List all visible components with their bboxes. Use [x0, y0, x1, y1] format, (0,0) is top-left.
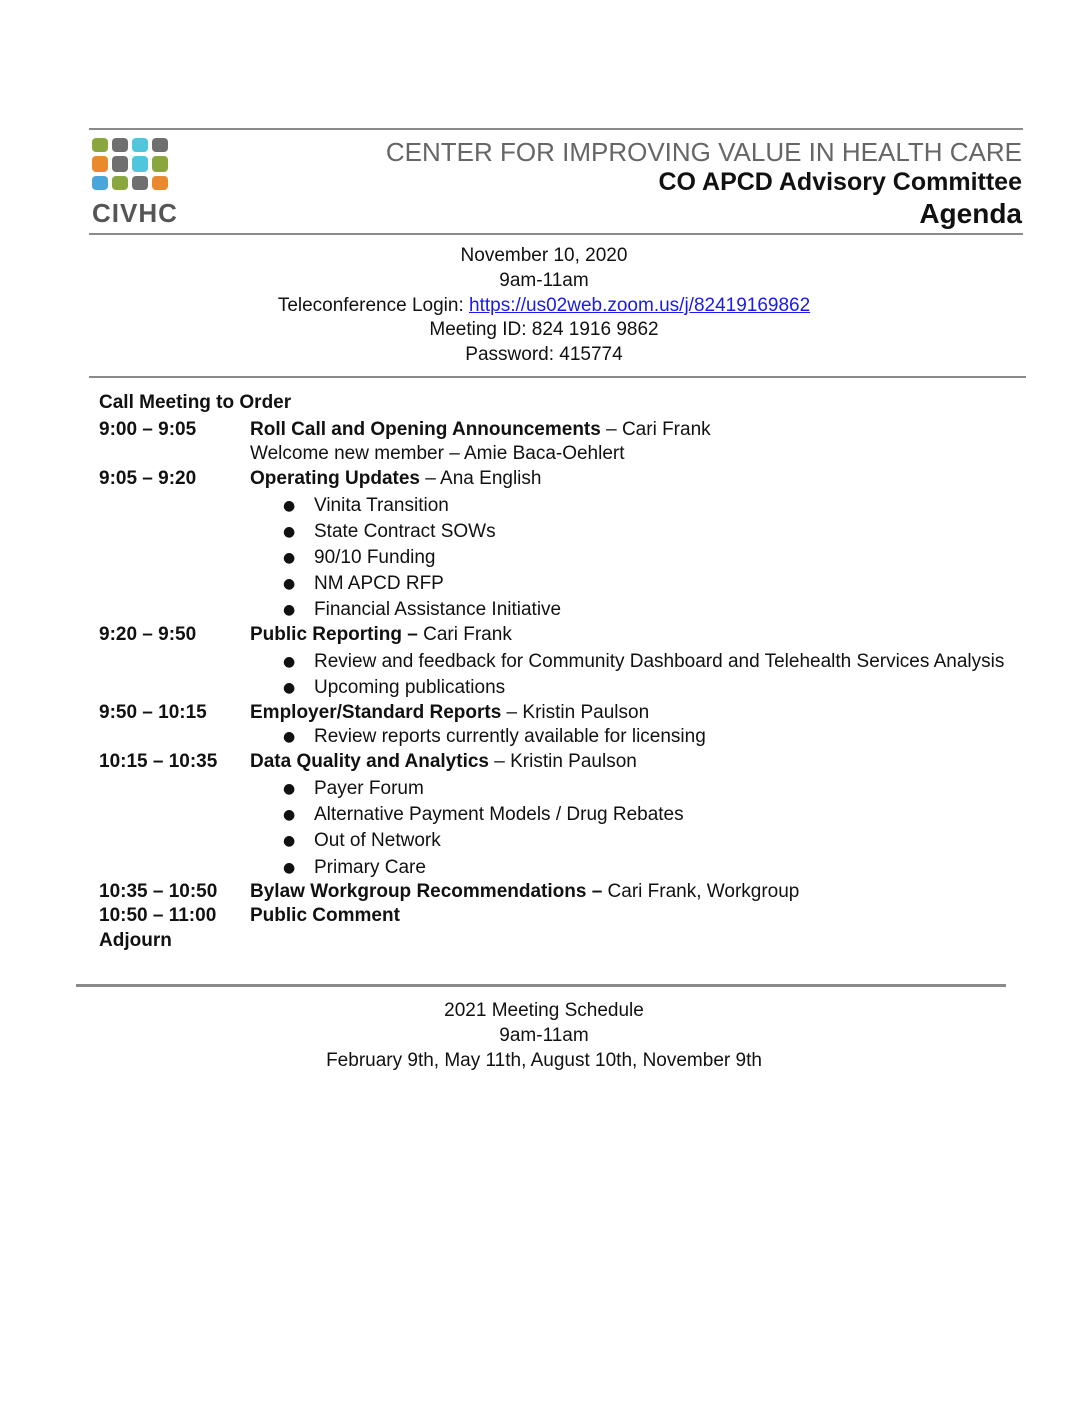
- zoom-link[interactable]: https://us02web.zoom.us/j/82419169862: [469, 295, 811, 316]
- agenda-item-title: Public Reporting –: [250, 624, 418, 645]
- agenda-time: 9:05 – 9:20: [99, 468, 197, 489]
- schedule-dates: February 9th, May 11th, August 10th, November 9th: [326, 1050, 762, 1071]
- agenda-item-title: Bylaw Workgroup Recommendations –: [250, 881, 603, 902]
- agenda-item: [250, 881, 799, 903]
- agenda-time: 10:35 – 10:50: [99, 881, 218, 902]
- committee-name: CO APCD Advisory Committee: [658, 168, 1022, 196]
- agenda-item-sub: Welcome new member – Amie Baca-Oehlert: [250, 443, 625, 464]
- login-label: Teleconference Login:: [277, 295, 469, 316]
- schedule-title: 2021 Meeting Schedule: [444, 1000, 644, 1021]
- agenda-item-presenter: – Cari Frank: [600, 419, 711, 440]
- meeting-password: Password: 415774: [465, 344, 623, 365]
- agenda-time: 9:00 – 9:05: [99, 419, 197, 440]
- bullet-icon: ●: [283, 498, 296, 514]
- bullet-text: Review and feedback for Community Dashboard and Telehealth Services Analysis: [314, 651, 1005, 672]
- agenda-item: [250, 624, 512, 646]
- agenda-item-presenter: Cari Frank: [417, 624, 512, 645]
- bullet-icon: ●: [283, 576, 296, 592]
- bullet-icon: ●: [283, 602, 296, 618]
- document-title: Agenda: [919, 198, 1022, 229]
- bullet-icon: ●: [283, 550, 296, 566]
- bullet-icon: ●: [283, 654, 296, 670]
- agenda-time: 9:50 – 10:15: [99, 702, 207, 723]
- call-to-order: Call Meeting to Order: [99, 392, 292, 413]
- agenda-bottom-rule: [76, 984, 1006, 987]
- agenda-item-title: Data Quality and Analytics: [250, 751, 489, 772]
- agenda-time: 10:50 – 11:00: [99, 905, 217, 926]
- bullet-text: Out of Network: [314, 830, 441, 851]
- adjourn: Adjourn: [99, 930, 172, 951]
- meeting-date: November 10, 2020: [460, 245, 628, 266]
- header-top-rule: [89, 128, 1023, 130]
- logo-text: CIVHC: [92, 198, 178, 228]
- agenda-item-title: Roll Call and Opening Announcements: [250, 419, 601, 440]
- bullet-icon: ●: [283, 781, 296, 797]
- bullet-icon: ●: [283, 807, 296, 823]
- bullet-text: State Contract SOWs: [314, 521, 496, 542]
- agenda-item: [250, 419, 711, 441]
- bullet-text: Financial Assistance Initiative: [314, 599, 562, 620]
- agenda-item-presenter: – Kristin Paulson: [488, 751, 637, 772]
- meeting-time: 9am-11am: [499, 270, 589, 291]
- agenda-item-title: Employer/Standard Reports: [250, 702, 502, 723]
- bullet-text: Vinita Transition: [314, 495, 449, 516]
- bullet-icon: ●: [283, 860, 296, 876]
- agenda-item: [250, 751, 637, 773]
- agenda-time: 10:15 – 10:35: [99, 751, 218, 772]
- teleconference-login: [0, 295, 1088, 317]
- agenda-item-title: Operating Updates: [250, 468, 420, 489]
- bullet-icon: ●: [283, 833, 296, 849]
- agenda-item: [250, 702, 649, 724]
- header-bottom-rule: [89, 233, 1023, 235]
- details-bottom-rule: [89, 376, 1026, 378]
- bullet-text: 90/10 Funding: [314, 547, 436, 568]
- agenda-item: [250, 905, 400, 927]
- agenda-item-presenter: Cari Frank, Workgroup: [602, 881, 800, 902]
- agenda-time: 9:20 – 9:50: [99, 624, 197, 645]
- bullet-icon: ●: [283, 729, 296, 745]
- bullet-icon: ●: [283, 680, 296, 696]
- agenda-item-presenter: – Kristin Paulson: [501, 702, 650, 723]
- meeting-id: Meeting ID: 824 1916 9862: [429, 319, 659, 340]
- bullet-text: Primary Care: [314, 857, 426, 878]
- bullet-icon: ●: [283, 524, 296, 540]
- bullet-text: Upcoming publications: [314, 677, 506, 698]
- schedule-time: 9am-11am: [499, 1025, 589, 1046]
- bullet-text: Alternative Payment Models / Drug Rebates: [314, 804, 684, 825]
- agenda-item: [250, 468, 541, 490]
- bullet-text: Payer Forum: [314, 778, 424, 799]
- agenda-item-presenter: – Ana English: [419, 468, 542, 489]
- agenda-item-title: Public Comment: [250, 905, 400, 926]
- bullet-text: Review reports currently available for licensing: [314, 726, 706, 747]
- bullet-text: NM APCD RFP: [314, 573, 444, 594]
- organization-name: CENTER FOR IMPROVING VALUE IN HEALTH CARE: [385, 137, 1022, 167]
- civhc-logo-icon: [92, 138, 182, 204]
